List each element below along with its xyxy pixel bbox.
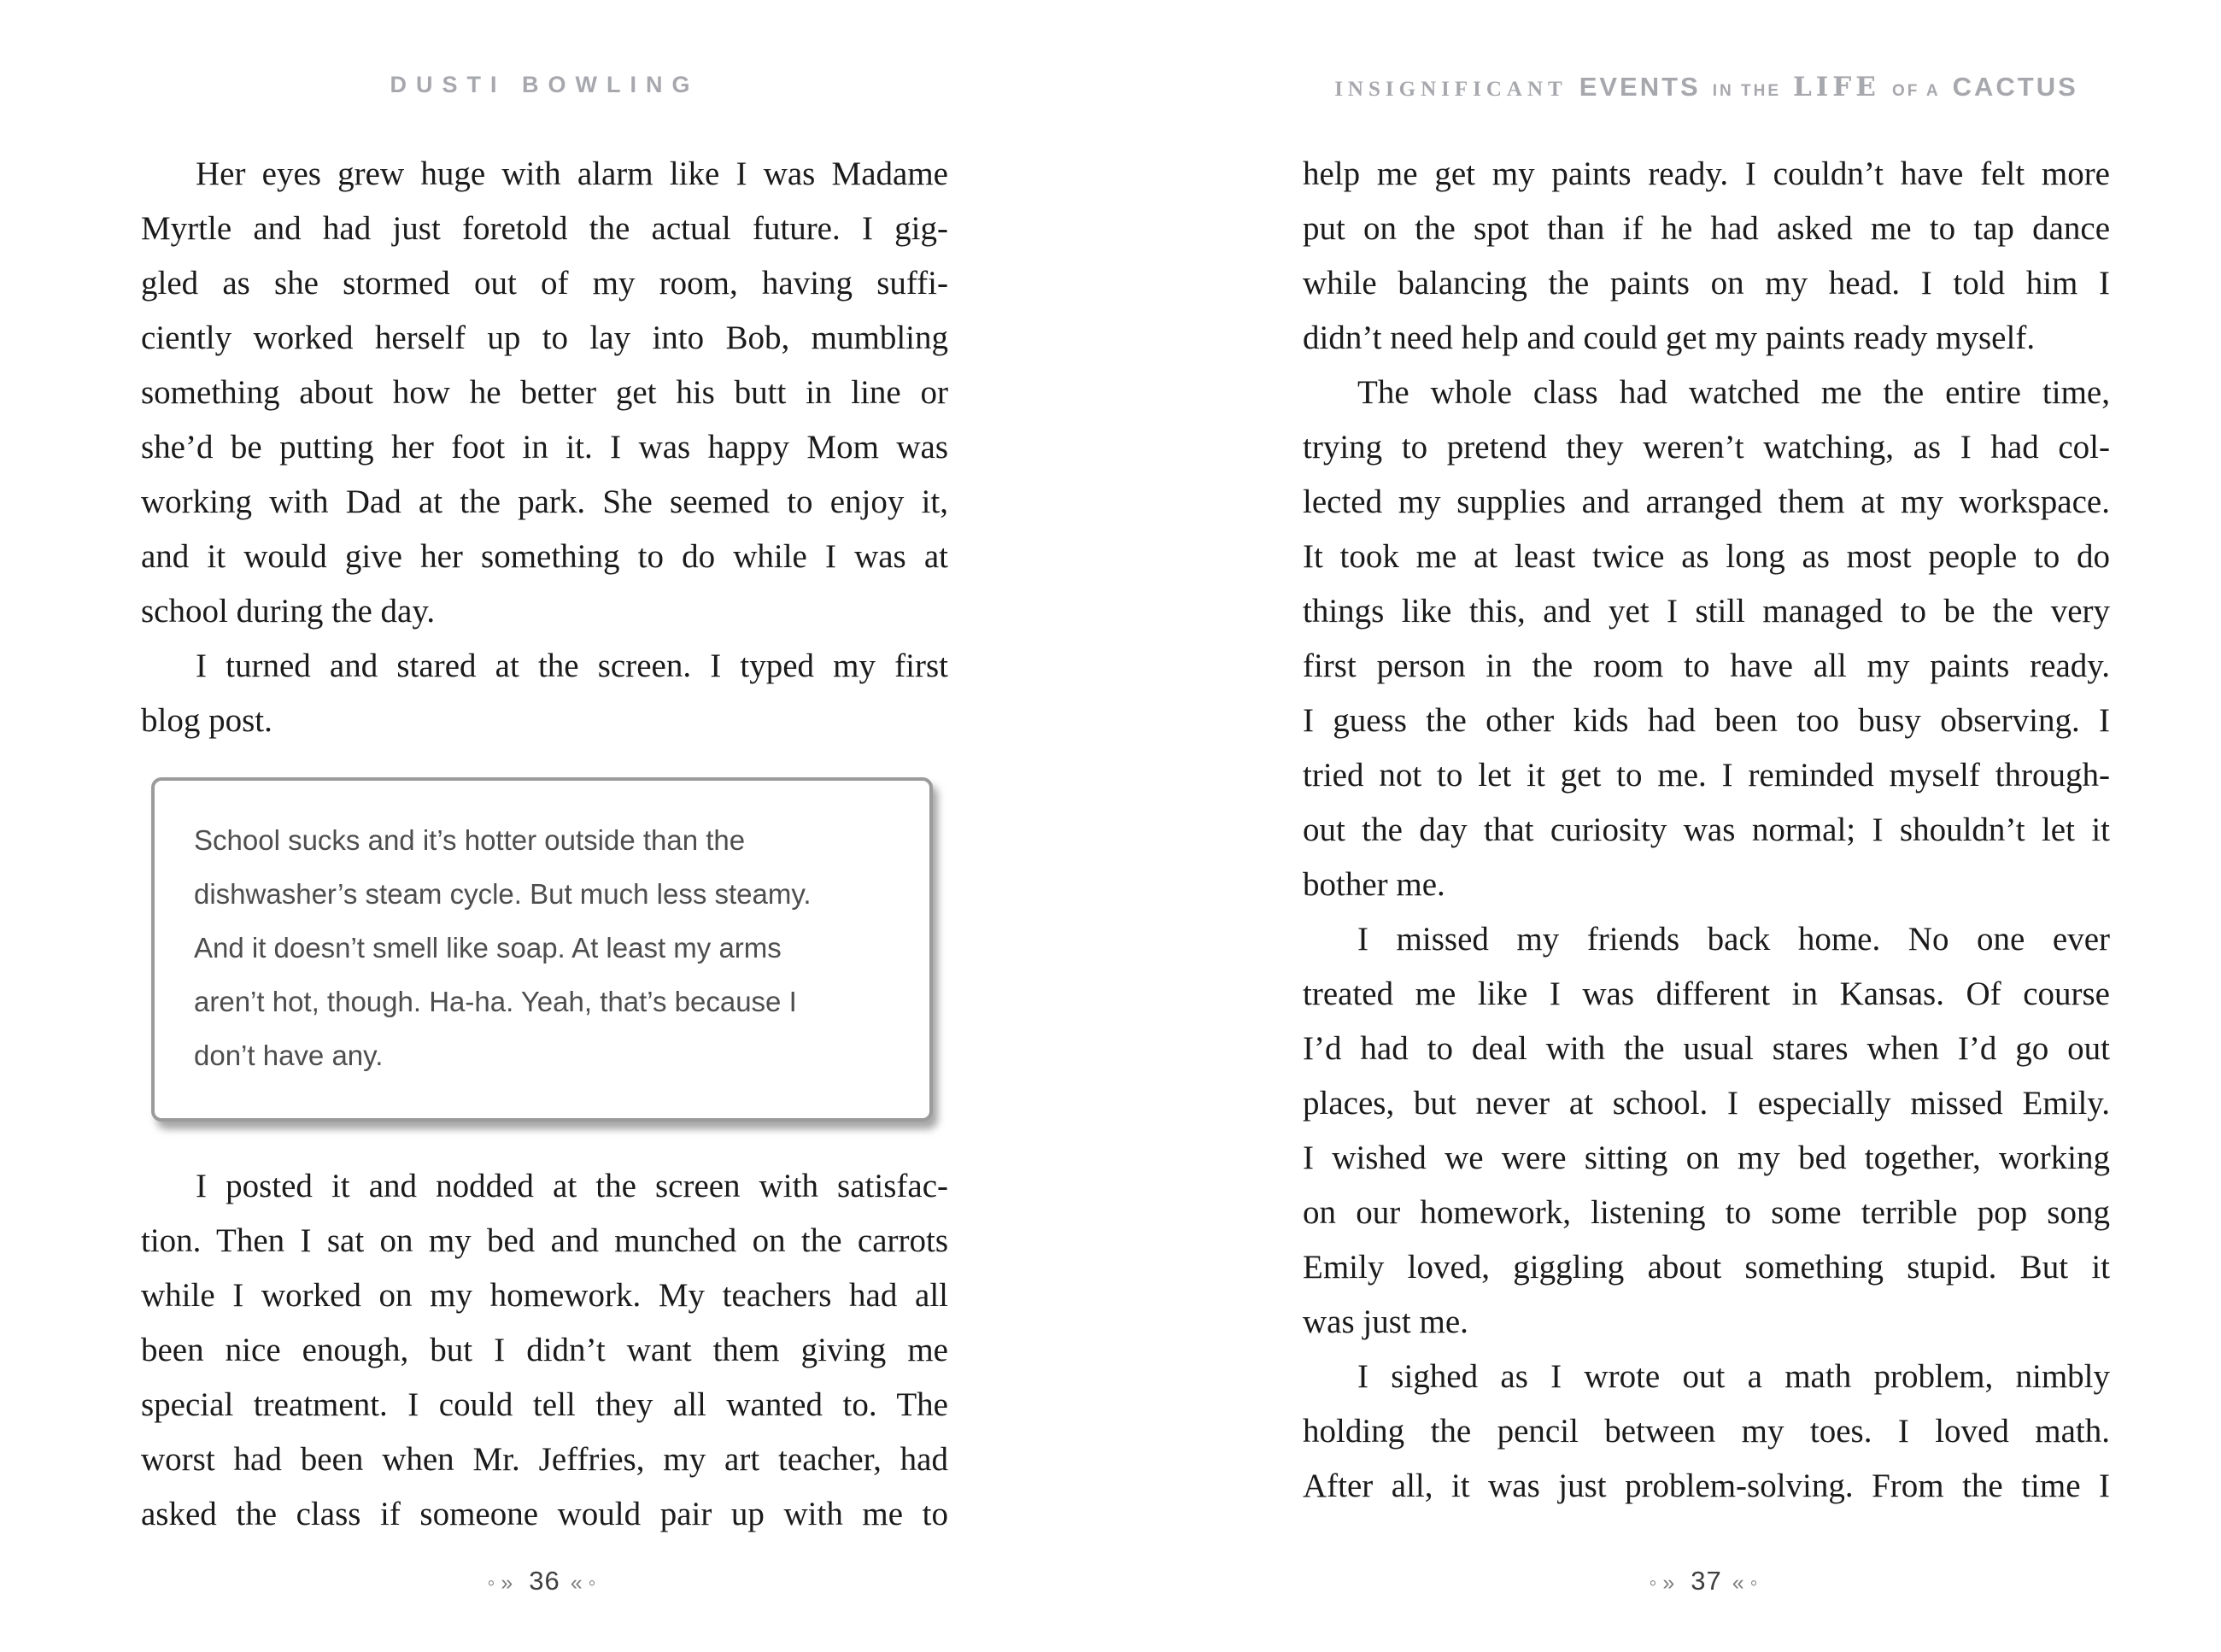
paragraph [141,1159,948,1542]
paragraph [1303,912,2110,1350]
text-line: I posted it and nodded at the screen with satisfac- [196,1168,948,1204]
text-line: while balancing the paints on my head. I told him I [1303,265,2110,302]
running-head-part: INSIGNIFICANT [1334,78,1568,101]
text-line: didn’t need help and could get my paints ready myself. [1303,319,2036,356]
right-running-head [1303,72,2110,103]
text-line: worst had been when Mr. Jeffries, my art teacher, had [141,1441,948,1478]
text-line: treated me like I was different in Kansas. Of course [1303,975,2110,1012]
left-page-body [141,147,948,1542]
text-line: and it would give her something to do while I was at [141,538,948,575]
folio-ornament-left: ◦» [1649,1571,1681,1595]
blog-post-box [151,777,933,1122]
text-line: holding the pencil between my toes. I loved math. [1303,1413,2110,1450]
text-line: out the day that curiosity was normal; I shouldn’t let it [1303,811,2110,848]
text-line: was just me. [1303,1303,1468,1340]
text-line: on our homework, listening to some terrible pop song [1303,1194,2110,1231]
text-line: I’d had to deal with the usual stares when I’d go out [1303,1030,2110,1067]
right-page [1303,0,2110,1652]
page-number: 37 [1691,1566,1722,1596]
text-line: Emily loved, giggling about something stupid. But it [1303,1249,2110,1286]
text-line: I sighed as I wrote out a math problem, nimbly [1357,1358,2110,1395]
blog-post-line: dishwasher’s steam cycle. But much less steamy. [194,878,812,910]
blog-post-line: don’t have any. [194,1040,384,1071]
blog-post-line: And it doesn’t smell like soap. At least my arms [194,932,782,964]
text-line: asked the class if someone would pair up with me to [141,1496,948,1532]
text-line: first person in the room to have all my paints ready. [1303,647,2110,684]
text-line: blog post. [141,702,272,739]
running-head-part: IN THE [1712,82,1781,100]
text-line: I guess the other kids had been too busy observing. I [1303,702,2110,739]
text-line: Myrtle and had just foretold the actual future. I gig- [141,210,948,247]
text-line: things like this, and yet I still managed to be the very [1303,593,2110,630]
text-line: something about how he better get his butt in line or [141,374,948,411]
text-line: she’d be putting her foot in it. I was happy Mom was [141,429,948,466]
text-line: I wished we were sitting on my bed together, working [1303,1139,2110,1176]
text-line: working with Dad at the park. She seemed to enjoy it, [141,483,948,520]
paragraph [1303,147,2110,366]
folio-ornament-left: ◦» [487,1571,519,1595]
text-line: gled as she stormed out of my room, having suffi- [141,265,948,302]
folio-ornament-right: «◦ [570,1571,602,1595]
text-line: Her eyes grew huge with alarm like I was Madame [196,155,948,192]
text-line: help me get my paints ready. I couldn’t have felt more [1303,155,2110,192]
paragraph [1303,1350,2110,1514]
text-line: while I worked on my homework. My teachers had all [141,1277,948,1314]
running-head-part: LIFE [1793,72,1880,103]
text-line: trying to pretend they weren’t watching, as I had col- [1303,429,2110,466]
paragraph [141,147,948,639]
blog-post-line: aren’t hot, though. Ha-ha. Yeah, that’s because I [194,986,797,1017]
paragraph [141,639,948,748]
running-head-part: OF A [1891,82,1941,100]
text-line: After all, it was just problem-solving. From the time I [1303,1467,2110,1504]
right-page-body [1303,147,2110,1514]
text-line: I missed my friends back home. No one ever [1357,921,2110,958]
text-line: tried not to let it get to me. I reminded myself through- [1303,757,2110,794]
text-line: It took me at least twice as long as most people to do [1303,538,2110,575]
paragraph [1303,366,2110,912]
text-line: I turned and stared at the screen. I typed my first [196,647,948,684]
text-line: special treatment. I could tell they all wanted to. The [141,1386,948,1423]
text-line: put on the spot than if he had asked me to tap dance [1303,210,2110,247]
running-head-part: EVENTS [1579,72,1701,102]
text-line: places, but never at school. I especially missed Emily. [1303,1085,2110,1122]
blog-post-line: School sucks and it’s hotter outside than the [194,824,746,856]
running-head-part: CACTUS [1952,72,2078,102]
right-folio [1303,1566,2110,1596]
left-folio [141,1566,948,1596]
text-line: tion. Then I sat on my bed and munched on the carrots [141,1222,948,1259]
text-line: been nice enough, but I didn’t want them giving me [141,1332,948,1368]
text-line: The whole class had watched me the entire time, [1357,374,2110,411]
text-line: bother me. [1303,866,1445,903]
left-running-head: DUSTI BOWLING [390,72,700,97]
text-line: ciently worked herself up to lay into Bob, mumbling [141,319,948,356]
text-line: lected my supplies and arranged them at my workspace. [1303,483,2110,520]
left-page [141,0,948,1652]
page-number: 36 [529,1566,560,1596]
text-line: school during the day. [141,593,436,630]
folio-ornament-right: «◦ [1732,1571,1764,1595]
